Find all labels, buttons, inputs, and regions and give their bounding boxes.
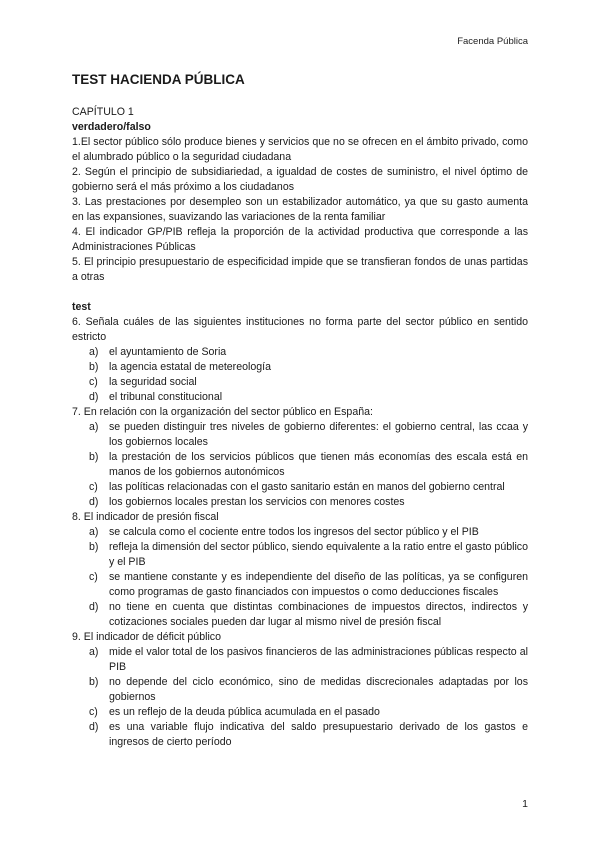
option xyxy=(72,705,528,720)
statement-list xyxy=(72,135,528,285)
option-letter: d) xyxy=(89,601,99,613)
option-letter: c) xyxy=(89,481,98,493)
statement: 5. El principio presupuestario de especificidad impide que se transfieran fondos de unas partidas a otras xyxy=(72,256,528,283)
option-letter: b) xyxy=(89,451,99,463)
option xyxy=(72,570,528,600)
option xyxy=(72,720,528,750)
question xyxy=(72,630,528,750)
option xyxy=(72,480,528,495)
question-text: 8. El indicador de presión fiscal xyxy=(72,511,219,523)
option-text: no tiene en cuenta que distintas combinaciones de impuestos directos, indirectos y cotizaciones sociales pueden dar lugar al mismo nivel de presión fiscal xyxy=(109,601,528,628)
option-list xyxy=(72,420,528,510)
statement: 3. Las prestaciones por desempleo son un estabilizador automático, ya que su gasto aumenta en las expansiones, suavizando las variaciones de la renta familiar xyxy=(72,196,528,223)
question xyxy=(72,405,528,510)
option-text: refleja la dimensión del sector público, siendo equivalente a la ratio entre el gasto público y el PIB xyxy=(109,541,528,568)
option xyxy=(72,360,528,375)
option-text: no depende del ciclo económico, sino de medidas discrecionales adaptadas por los gobiernos xyxy=(109,676,528,703)
option-text: es un reflejo de la deuda pública acumulada en el pasado xyxy=(109,706,380,718)
option-text: se pueden distinguir tres niveles de gobierno diferentes: el gobierno central, las ccaa y los gobiernos locales xyxy=(109,421,528,448)
option-text: el tribunal constitucional xyxy=(109,391,223,403)
option-letter: a) xyxy=(89,346,99,358)
test-heading: test xyxy=(72,301,91,313)
option xyxy=(72,390,528,405)
option-letter: c) xyxy=(89,376,98,388)
page-number: 1 xyxy=(522,798,528,810)
option xyxy=(72,450,528,480)
true-false-heading: verdadero/falso xyxy=(72,121,151,133)
option-list xyxy=(72,525,528,630)
option-letter: a) xyxy=(89,421,99,433)
question-text: 6. Señala cuáles de las siguientes instituciones no forma parte del sector público en sentido estricto xyxy=(72,316,528,343)
option-letter: a) xyxy=(89,526,99,538)
option xyxy=(72,645,528,675)
chapter-heading: CAPÍTULO 1 xyxy=(72,106,134,118)
statement: 1.El sector público sólo produce bienes y servicios que no se ofrecen en el ámbito privado, como el alumbrado público o la seguridad ciudadana xyxy=(72,136,528,163)
option-letter: b) xyxy=(89,361,99,373)
option-text: las políticas relacionadas con el gasto sanitario están en manos del gobierno central xyxy=(109,481,505,493)
question xyxy=(72,315,528,405)
option-letter: d) xyxy=(89,721,99,733)
statement: 4. El indicador GP/PIB refleja la proporción de la actividad productiva que corresponde a las Administraciones Públicas xyxy=(72,226,528,253)
option-list xyxy=(72,345,528,405)
option-list xyxy=(72,645,528,750)
document-body xyxy=(72,72,528,750)
option-text: la prestación de los servicios públicos que tienen más economías des escala está en manos de los gobiernos autonómicos xyxy=(109,451,528,478)
option-text: la seguridad social xyxy=(109,376,197,388)
option-letter: d) xyxy=(89,496,99,508)
option-text: es una variable flujo indicativa del saldo presupuestario derivado de los gastos e ingresos de cierto período xyxy=(109,721,528,748)
question-text: 9. El indicador de déficit público xyxy=(72,631,221,643)
option xyxy=(72,420,528,450)
option xyxy=(72,525,528,540)
option-letter: c) xyxy=(89,706,98,718)
option-letter: c) xyxy=(89,571,98,583)
option-text: se mantiene constante y es independiente del diseño de las políticas, ya se configuren como programas de gasto financiados con impuestos o como deducciones fiscales xyxy=(109,571,528,598)
option-text: los gobiernos locales prestan los servicios con menores costes xyxy=(109,496,405,508)
option-text: mide el valor total de los pasivos financieros de las administraciones públicas respecto al PIB xyxy=(109,646,528,673)
option-text: la agencia estatal de metereología xyxy=(109,361,271,373)
option-text: se calcula como el cociente entre todos los ingresos del sector público y el PIB xyxy=(109,526,479,538)
option-text: el ayuntamiento de Soria xyxy=(109,346,227,358)
option xyxy=(72,540,528,570)
statement: 2. Según el principio de subsidiariedad, a igualdad de costes de suministro, el nivel óptimo de gobierno será el más próximo a los ciudadanos xyxy=(72,166,528,193)
question-text: 7. En relación con la organización del sector público en España: xyxy=(72,406,373,418)
option xyxy=(72,375,528,390)
option xyxy=(72,600,528,630)
question xyxy=(72,510,528,630)
option-letter: b) xyxy=(89,676,99,688)
running-header: Facenda Pública xyxy=(457,36,528,47)
document-title: TEST HACIENDA PÚBLICA xyxy=(72,72,245,87)
option xyxy=(72,495,528,510)
option-letter: b) xyxy=(89,541,99,553)
option xyxy=(72,675,528,705)
option-letter: a) xyxy=(89,646,99,658)
option xyxy=(72,345,528,360)
option-letter: d) xyxy=(89,391,99,403)
